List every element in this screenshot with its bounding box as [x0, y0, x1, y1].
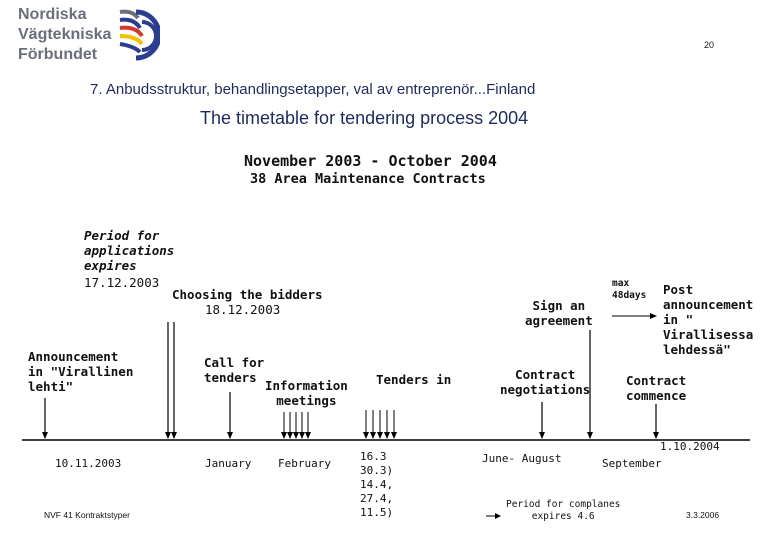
tenders-in-markers [363, 410, 397, 439]
logo-line-2: Vägtekniska [18, 26, 112, 43]
date-february: February [278, 457, 331, 470]
label-sign-agreement: Sign an agreement [525, 298, 593, 328]
date-june-august: June- August [482, 452, 562, 465]
contracts-title: 38 Area Maintenance Contracts [250, 171, 486, 187]
label-negotiations: Contract negotiations [500, 367, 591, 397]
logo-line-1: Nordiska [18, 6, 87, 23]
date-commence: 1.10.2004 [660, 440, 720, 453]
label-tenders-in: Tenders in [376, 372, 452, 387]
footer-left: NVF 41 Kontraktstyper [44, 510, 130, 520]
period-title: November 2003 - October 2004 [244, 152, 497, 170]
label-choosing-date: 18.12.2003 [205, 302, 281, 317]
label-period-expires-date: 17.12.2003 [84, 275, 160, 290]
logo-line-3: Förbundet [18, 46, 98, 63]
label-commence: Contract commence [626, 373, 687, 403]
label-call-tenders: Call for tenders [204, 355, 265, 385]
label-info-meetings: Information meetings [265, 378, 348, 408]
date-tenders-list: 16.3 30.3) 14.4, 27.4, 11.5) [360, 450, 394, 519]
slide-subtitle: The timetable for tendering process 2004 [200, 108, 529, 128]
label-choosing: Choosing the bidders [172, 287, 323, 302]
date-september: September [602, 457, 662, 470]
slide-heading: 7. Anbudsstruktur, behandlingsetapper, val av entreprenör...Finland [90, 81, 536, 98]
footer-right: 3.3.2006 [686, 510, 720, 520]
label-post-announcement: Post announcement in " Virallisessa lehdessä" [663, 282, 754, 357]
label-complaints-period: Period for complanes expires 4.6 [506, 499, 621, 522]
label-announcement: Announcement in "Virallinen lehti" [28, 349, 134, 394]
label-max-days: max 48days [612, 278, 647, 301]
page-number: 20 [704, 40, 715, 50]
label-period-expires: Period for applications expires [84, 228, 175, 273]
date-announcement: 10.11.2003 [55, 457, 122, 470]
date-january: January [205, 457, 252, 470]
info-meetings-markers [281, 412, 311, 439]
